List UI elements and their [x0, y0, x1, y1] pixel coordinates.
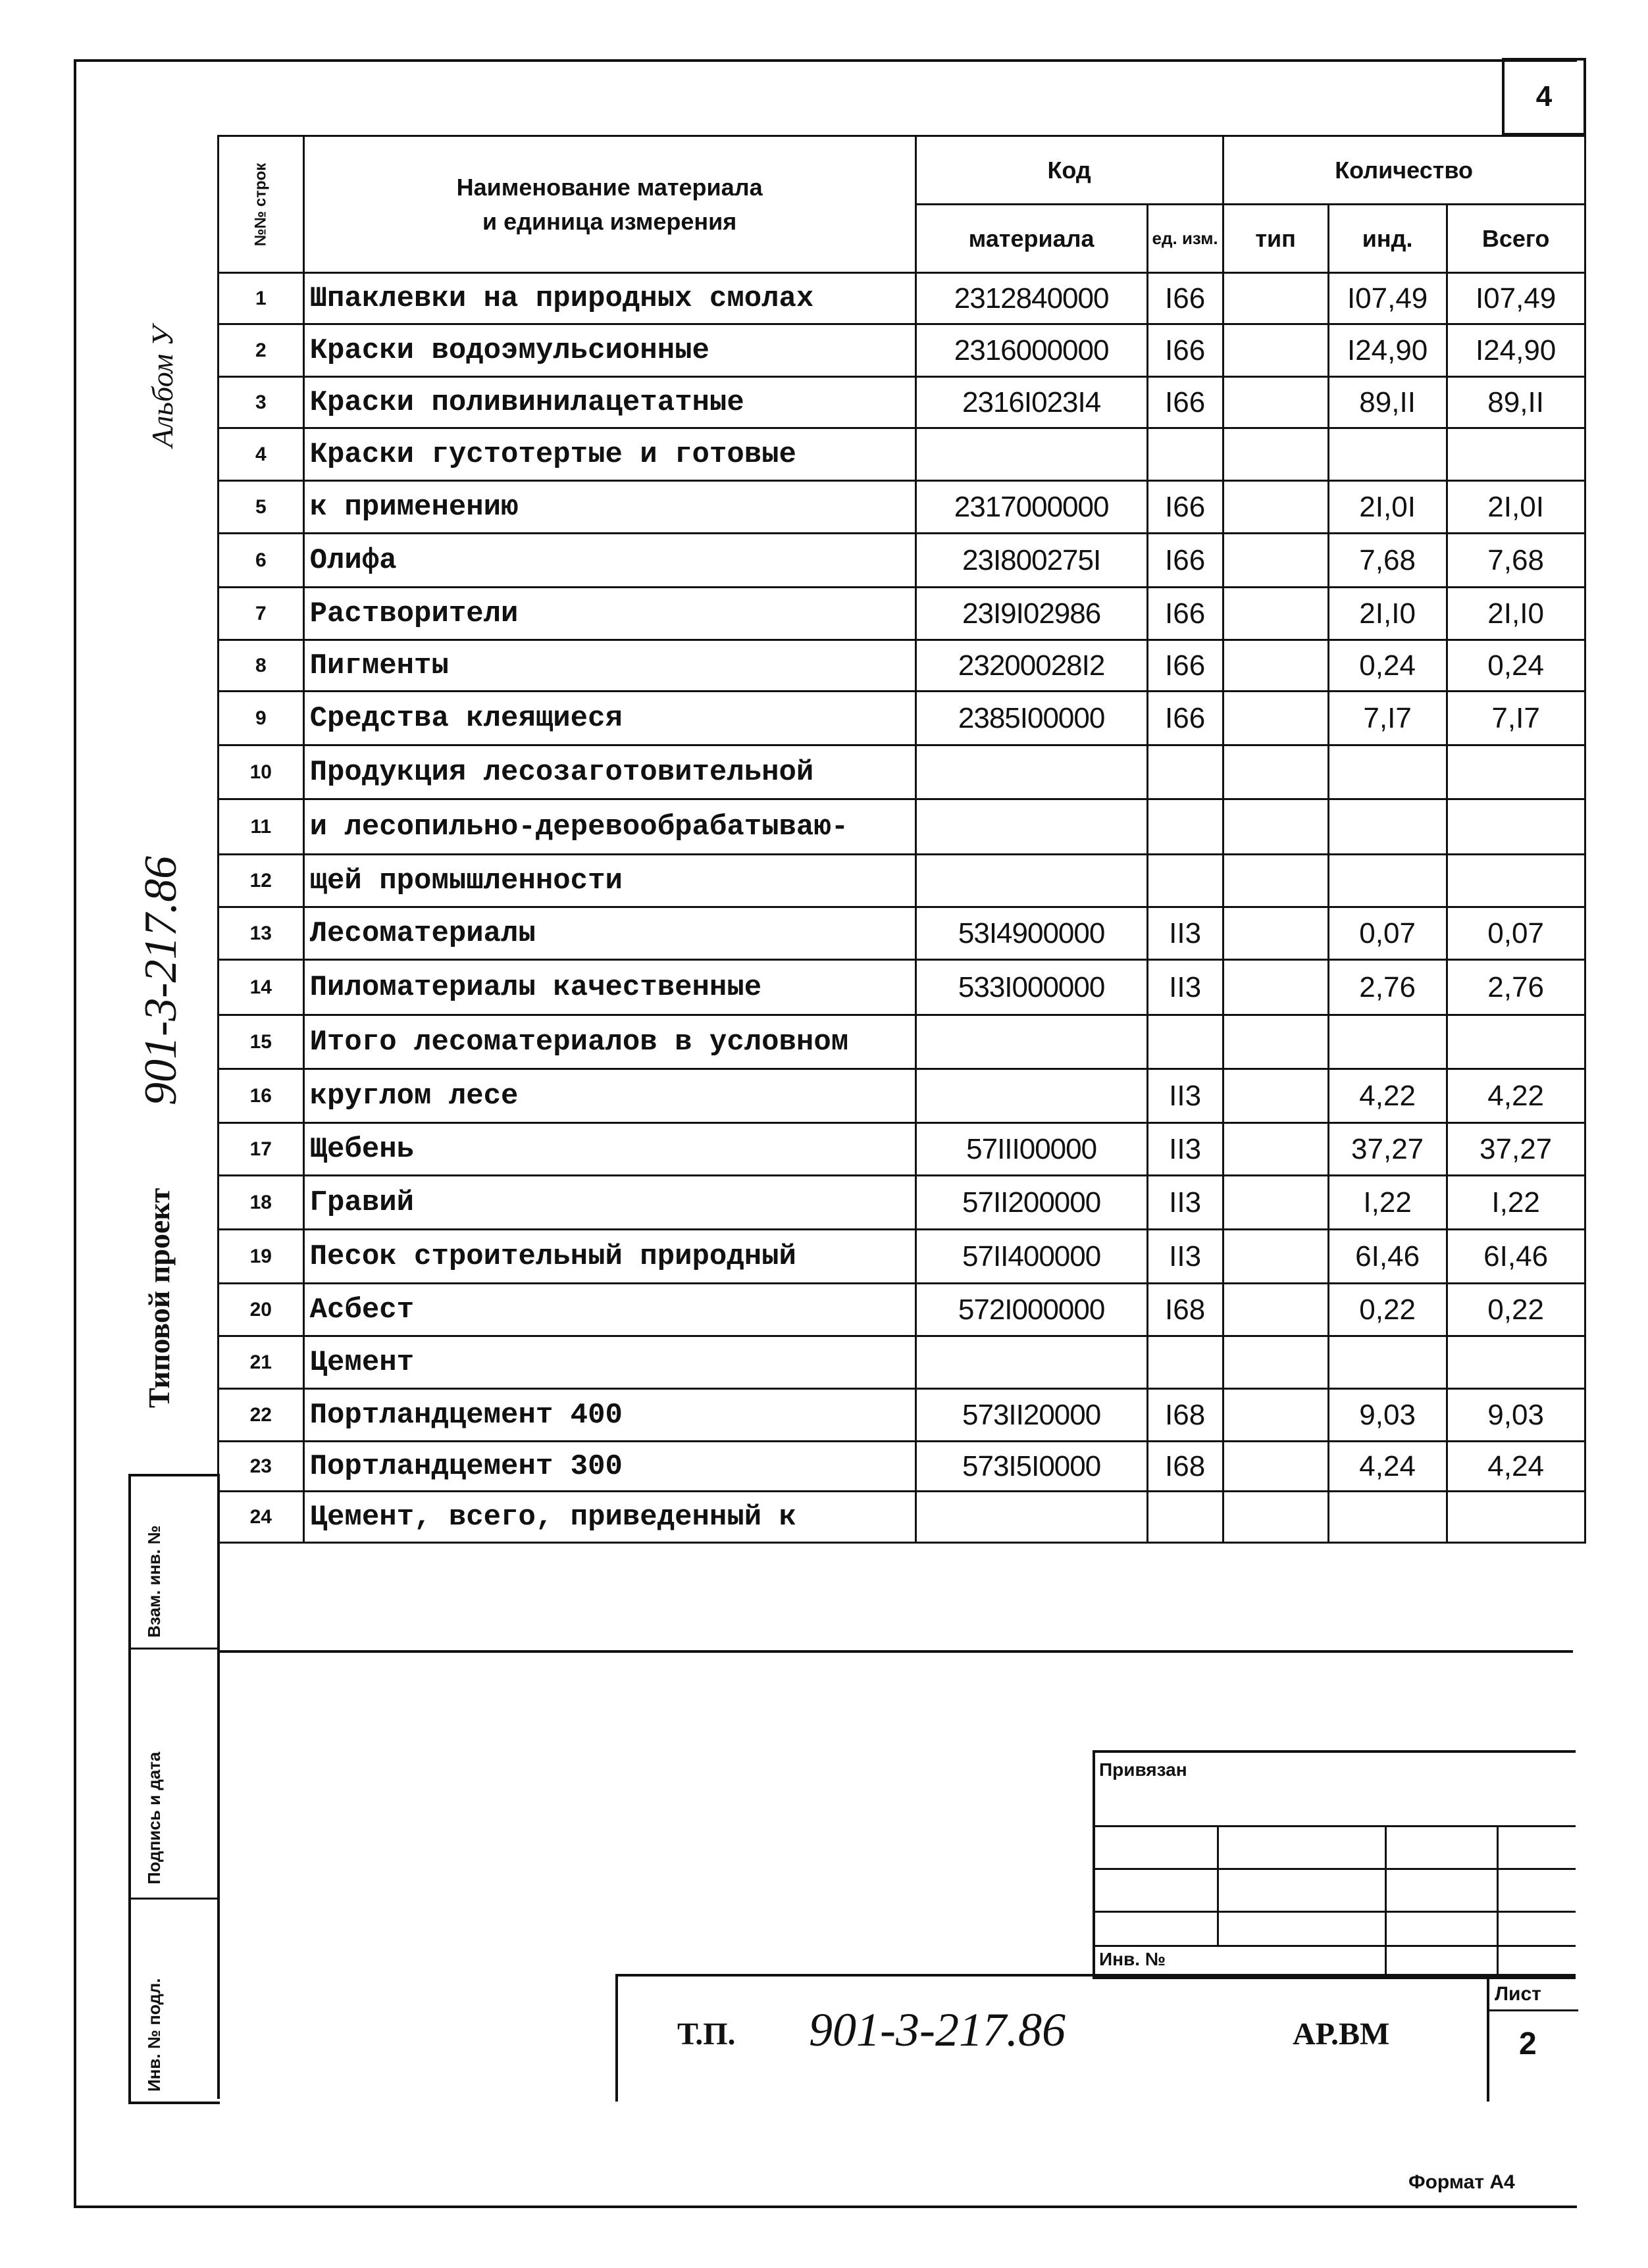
project-type-label: Типовой проект [142, 1188, 176, 1408]
qty-ind: 0,07 [1328, 907, 1447, 960]
row-number: 12 [219, 855, 304, 907]
header-code: Код [915, 136, 1223, 205]
qty-ind: 7,68 [1328, 534, 1447, 588]
material-code: 533I000000 [915, 960, 1147, 1015]
row-number: 3 [219, 377, 304, 428]
material-code: 57II400000 [915, 1230, 1147, 1284]
qty-ind: 6I,46 [1328, 1230, 1447, 1284]
qty-ind: 0,24 [1328, 640, 1447, 692]
material-code [915, 1492, 1147, 1543]
row-number: 7 [219, 588, 304, 640]
material-name: Пигменты [303, 640, 915, 692]
format-label: Формат А4 [1408, 2171, 1515, 2193]
qty-ind [1328, 855, 1447, 907]
qty-ind: I07,49 [1328, 273, 1447, 324]
qty-total: 0,07 [1447, 907, 1585, 960]
table-row [219, 1176, 1585, 1230]
table-row [219, 960, 1585, 1015]
row-number: 24 [219, 1492, 304, 1543]
material-code: 2316000000 [915, 324, 1147, 377]
unit-code [1147, 1336, 1223, 1389]
material-code: 23200028I2 [915, 640, 1147, 692]
table-row [219, 1442, 1585, 1492]
privyazan-label: Привязан [1099, 1759, 1187, 1780]
header-code-unit: ед. изм. [1147, 205, 1223, 273]
tp-label: Т.П. [677, 2017, 736, 2052]
unit-code: I66 [1147, 640, 1223, 692]
material-code: 573II20000 [915, 1389, 1147, 1442]
qty-total: 2I,0I [1447, 481, 1585, 534]
sheet-box [1487, 1977, 1578, 2102]
material-name: Растворители [303, 588, 915, 640]
material-code: 2385I00000 [915, 692, 1147, 745]
material-code: 57III00000 [915, 1123, 1147, 1176]
qty-type [1223, 377, 1328, 428]
material-code: 2316I023I4 [915, 377, 1147, 428]
qty-type [1223, 1015, 1328, 1069]
material-code: 53I4900000 [915, 907, 1147, 960]
qty-type [1223, 324, 1328, 377]
material-name: Цемент [303, 1336, 915, 1389]
qty-type [1223, 960, 1328, 1015]
unit-code: I66 [1147, 481, 1223, 534]
qty-type [1223, 1336, 1328, 1389]
qty-type [1223, 1389, 1328, 1442]
sheet-label: Лист [1495, 1983, 1541, 2005]
row-number: 2 [219, 324, 304, 377]
qty-total: I,22 [1447, 1176, 1585, 1230]
material-code [915, 428, 1147, 481]
unit-code: I66 [1147, 273, 1223, 324]
unit-code: II3 [1147, 1176, 1223, 1230]
table-row [219, 534, 1585, 588]
unit-code: I66 [1147, 534, 1223, 588]
row-number: 5 [219, 481, 304, 534]
stamp-divider [131, 1898, 217, 1900]
unit-code: II3 [1147, 1230, 1223, 1284]
document-mark: АР.ВМ [1293, 2017, 1390, 2052]
row-number: 23 [219, 1442, 304, 1492]
qty-type [1223, 428, 1328, 481]
table-row [219, 907, 1585, 960]
grid-line [1095, 1825, 1576, 1827]
material-code [915, 745, 1147, 799]
material-code: 2312840000 [915, 273, 1147, 324]
row-number: 20 [219, 1284, 304, 1336]
unit-code [1147, 799, 1223, 855]
material-code: 573I5I0000 [915, 1442, 1147, 1492]
unit-code: I68 [1147, 1389, 1223, 1442]
grid-line [1489, 2009, 1578, 2011]
row-number: 4 [219, 428, 304, 481]
unit-code [1147, 855, 1223, 907]
qty-total [1447, 745, 1585, 799]
stamp-vzam-label: Взам. инв. № [144, 1525, 164, 1638]
qty-type [1223, 692, 1328, 745]
grid-line [1217, 1825, 1219, 1945]
table-row [219, 640, 1585, 692]
table-row [219, 1492, 1585, 1543]
qty-type [1223, 745, 1328, 799]
material-code: 572I000000 [915, 1284, 1147, 1336]
row-number: 22 [219, 1389, 304, 1442]
qty-type [1223, 1069, 1328, 1123]
material-name: щей промышленности [303, 855, 915, 907]
qty-ind [1328, 1492, 1447, 1543]
header-code-material: материала [915, 205, 1147, 273]
qty-type [1223, 1442, 1328, 1492]
title-main-box [615, 1974, 1576, 2102]
row-number: 18 [219, 1176, 304, 1230]
material-code: 2317000000 [915, 481, 1147, 534]
table-row [219, 1069, 1585, 1123]
qty-ind [1328, 428, 1447, 481]
row-number: 1 [219, 273, 304, 324]
qty-total: I07,49 [1447, 273, 1585, 324]
inv-no-label: Инв. № [1099, 1949, 1166, 1969]
vertical-project-number: 901-3-217.86 [136, 855, 186, 1105]
qty-total [1447, 1336, 1585, 1389]
qty-total: 2,76 [1447, 960, 1585, 1015]
table-row [219, 692, 1585, 745]
qty-type [1223, 481, 1328, 534]
qty-ind [1328, 1336, 1447, 1389]
qty-ind [1328, 745, 1447, 799]
unit-code: I68 [1147, 1284, 1223, 1336]
qty-type [1223, 1176, 1328, 1230]
grid-line [1095, 1945, 1576, 1947]
header-q-type: тип [1223, 205, 1328, 273]
row-number: 16 [219, 1069, 304, 1123]
row-number: 8 [219, 640, 304, 692]
qty-ind: 7,I7 [1328, 692, 1447, 745]
row-number: 6 [219, 534, 304, 588]
qty-total: 4,24 [1447, 1442, 1585, 1492]
qty-type [1223, 1284, 1328, 1336]
material-name: Краски густотертые и готовые [303, 428, 915, 481]
material-name: Щебень [303, 1123, 915, 1176]
qty-type [1223, 855, 1328, 907]
material-name: Средства клеящиеся [303, 692, 915, 745]
unit-code: I66 [1147, 377, 1223, 428]
unit-code [1147, 428, 1223, 481]
qty-ind: 9,03 [1328, 1389, 1447, 1442]
unit-code [1147, 1015, 1223, 1069]
qty-ind: 4,22 [1328, 1069, 1447, 1123]
material-name: Портландцемент 400 [303, 1389, 915, 1442]
header-quantity: Количество [1223, 136, 1585, 205]
material-name: Гравий [303, 1176, 915, 1230]
stamp-divider [131, 1648, 217, 1650]
row-number: 21 [219, 1336, 304, 1389]
qty-total: 6I,46 [1447, 1230, 1585, 1284]
material-name: Олифа [303, 534, 915, 588]
materials-table [217, 135, 1586, 1544]
qty-type [1223, 907, 1328, 960]
qty-ind: 0,22 [1328, 1284, 1447, 1336]
grid-line [1385, 1825, 1387, 1977]
unit-code: II3 [1147, 907, 1223, 960]
material-code [915, 855, 1147, 907]
material-name: Краски поливинилацетатные [303, 377, 915, 428]
table-row [219, 588, 1585, 640]
row-number: 13 [219, 907, 304, 960]
header-name: Наименование материала и единица измерения [303, 136, 915, 273]
material-name: и лесопильно-деревообрабатываю- [303, 799, 915, 855]
material-name: Асбест [303, 1284, 915, 1336]
unit-code: I68 [1147, 1442, 1223, 1492]
grid-line [1095, 1868, 1576, 1870]
row-number: 14 [219, 960, 304, 1015]
grid-line [1497, 1825, 1499, 1977]
qty-total [1447, 1492, 1585, 1543]
qty-total: 0,24 [1447, 640, 1585, 692]
material-code [915, 1015, 1147, 1069]
material-code [915, 1336, 1147, 1389]
row-number: 17 [219, 1123, 304, 1176]
material-name: круглом лесе [303, 1069, 915, 1123]
unit-code: I66 [1147, 324, 1223, 377]
stamp-podpis-label: Подпись и дата [144, 1751, 164, 1884]
qty-type [1223, 534, 1328, 588]
qty-total [1447, 799, 1585, 855]
material-name: Краски водоэмульсионные [303, 324, 915, 377]
qty-total [1447, 855, 1585, 907]
material-code [915, 799, 1147, 855]
table-row [219, 745, 1585, 799]
table-row [219, 1389, 1585, 1442]
table-row [219, 1123, 1585, 1176]
unit-code [1147, 1492, 1223, 1543]
qty-ind: 4,24 [1328, 1442, 1447, 1492]
row-number: 9 [219, 692, 304, 745]
stamp-right-border [217, 1474, 220, 2099]
row-number: 19 [219, 1230, 304, 1284]
qty-total: 0,22 [1447, 1284, 1585, 1336]
qty-total: 7,68 [1447, 534, 1585, 588]
unit-code: I66 [1147, 588, 1223, 640]
stamp-inv-label: Инв. № подл. [144, 1978, 164, 2092]
qty-total: 2I,I0 [1447, 588, 1585, 640]
unit-code [1147, 745, 1223, 799]
qty-ind: 2,76 [1328, 960, 1447, 1015]
table-row [219, 1015, 1585, 1069]
material-name: Шпаклевки на природных смолах [303, 273, 915, 324]
qty-total: 9,03 [1447, 1389, 1585, 1442]
material-name: к применению [303, 481, 915, 534]
material-name: Пиломатериалы качественные [303, 960, 915, 1015]
qty-total: 7,I7 [1447, 692, 1585, 745]
qty-total: I24,90 [1447, 324, 1585, 377]
qty-type [1223, 1230, 1328, 1284]
album-label: Альбом У [145, 326, 179, 447]
qty-ind: I,22 [1328, 1176, 1447, 1230]
qty-type [1223, 1123, 1328, 1176]
table-row [219, 273, 1585, 324]
qty-total: 4,22 [1447, 1069, 1585, 1123]
unit-code: II3 [1147, 960, 1223, 1015]
header-q-total: Всего [1447, 205, 1585, 273]
tp-project-number: 901-3-217.86 [809, 2003, 1066, 2056]
material-name: Итого лесоматериалов в условном [303, 1015, 915, 1069]
qty-total [1447, 1015, 1585, 1069]
row-number: 11 [219, 799, 304, 855]
qty-type [1223, 799, 1328, 855]
header-q-ind: инд. [1328, 205, 1447, 273]
material-name: Продукция лесозаготовительной [303, 745, 915, 799]
material-name: Портландцемент 300 [303, 1442, 915, 1492]
qty-type [1223, 588, 1328, 640]
privyazan-box [1093, 1750, 1576, 1979]
page-number: 4 [1502, 58, 1586, 136]
qty-total: 89,II [1447, 377, 1585, 428]
qty-type [1223, 640, 1328, 692]
qty-ind [1328, 799, 1447, 855]
unit-code: II3 [1147, 1069, 1223, 1123]
qty-ind [1328, 1015, 1447, 1069]
qty-total: 37,27 [1447, 1123, 1585, 1176]
qty-ind: 37,27 [1328, 1123, 1447, 1176]
table-row [219, 481, 1585, 534]
grid-line [1095, 1911, 1576, 1913]
qty-ind: 2I,I0 [1328, 588, 1447, 640]
material-code: 23I800275I [915, 534, 1147, 588]
table-row [219, 1336, 1585, 1389]
table-row [219, 324, 1585, 377]
row-number: 10 [219, 745, 304, 799]
material-code: 23I9I02986 [915, 588, 1147, 640]
table-row [219, 799, 1585, 855]
qty-ind: 2I,0I [1328, 481, 1447, 534]
table-row [219, 377, 1585, 428]
qty-ind: 89,II [1328, 377, 1447, 428]
title-top-line [217, 1650, 1573, 1653]
table-row [219, 855, 1585, 907]
material-name: Цемент, всего, приведенный к [303, 1492, 915, 1543]
header-row-no: №№ строк [219, 136, 304, 273]
material-code: 57II200000 [915, 1176, 1147, 1230]
unit-code: I66 [1147, 692, 1223, 745]
unit-code: II3 [1147, 1123, 1223, 1176]
material-code [915, 1069, 1147, 1123]
table-row [219, 1230, 1585, 1284]
qty-type [1223, 1492, 1328, 1543]
table-row [219, 1284, 1585, 1336]
table-row [219, 428, 1585, 481]
qty-total [1447, 428, 1585, 481]
row-number: 15 [219, 1015, 304, 1069]
qty-type [1223, 273, 1328, 324]
material-name: Лесоматериалы [303, 907, 915, 960]
material-name: Песок строительный природный [303, 1230, 915, 1284]
left-stamp-column [128, 1474, 220, 2104]
qty-ind: I24,90 [1328, 324, 1447, 377]
sheet-number: 2 [1519, 2027, 1537, 2061]
